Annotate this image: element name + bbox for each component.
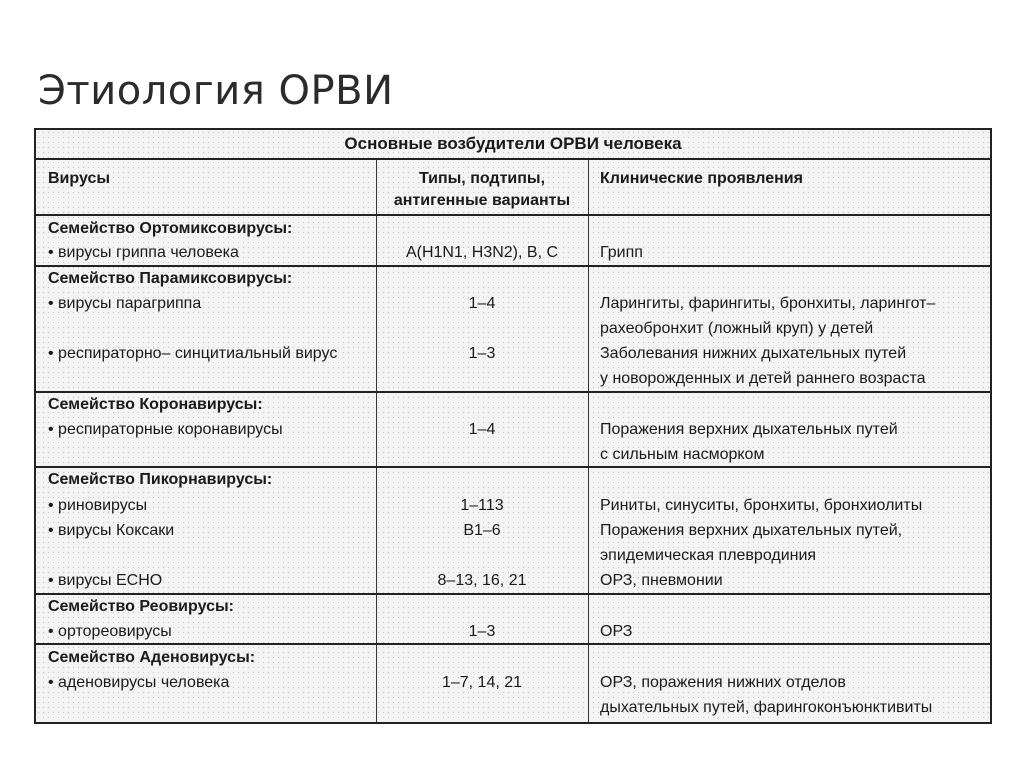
- family-picorna: Семейство Пикорнавирусы:: [48, 471, 273, 488]
- virus-name: • респираторные коронавирусы: [48, 421, 283, 438]
- clinical-text: дыхательных путей, фарингоконъюнктивиты: [600, 699, 933, 716]
- slide-title: Этиология ОРВИ: [38, 68, 394, 114]
- virus-name: • респираторно– синцитиальный вирус: [48, 345, 338, 362]
- virus-types: 8–13, 16, 21: [437, 572, 527, 589]
- virus-types: 1–3: [468, 623, 496, 640]
- virus-types: В1–6: [463, 522, 501, 539]
- clinical-text: эпидемическая плевродиния: [600, 547, 817, 564]
- virus-name: • вирусы Коксаки: [48, 522, 175, 539]
- table-caption: Основные возбудители ОРВИ человека: [36, 130, 990, 160]
- clinical-text: ОРЗ: [600, 623, 633, 640]
- clinical-text: Поражения верхних дыхательных путей,: [600, 522, 903, 539]
- virus-types: 1–3: [468, 345, 496, 362]
- virus-types: 1–4: [468, 421, 496, 438]
- family-corona: Семейство Коронавирусы:: [48, 396, 263, 413]
- clinical-text: Ларингиты, фарингиты, бронхиты, ларингот–: [600, 295, 936, 312]
- clinical-text: рахеобронхит (ложный круп) у детей: [600, 320, 874, 337]
- virus-name: • аденовирусы человека: [48, 674, 230, 691]
- virus-types: 1–4: [468, 295, 496, 312]
- virus-types: А(H1N1, H3N2), B, C: [405, 244, 559, 261]
- header-types-line1: Типы, подтипы,: [418, 170, 546, 187]
- virus-name: • ортореовирусы: [48, 623, 172, 640]
- clinical-text: Заболевания нижних дыхательных путей: [600, 345, 907, 362]
- virus-types: 1–7, 14, 21: [441, 674, 523, 691]
- virus-name: • риновирусы: [48, 497, 148, 514]
- virus-name: • вирусы парагриппа: [48, 295, 202, 312]
- virus-types: 1–113: [460, 497, 504, 514]
- header-types-line2: антигенные варианты: [393, 192, 571, 209]
- clinical-text: Грипп: [600, 244, 643, 261]
- header-viruses: Вирусы: [48, 170, 111, 187]
- virus-name: • вирусы гриппа человека: [48, 244, 239, 261]
- family-adeno: Семейство Аденовирусы:: [48, 649, 256, 666]
- family-orthomyxo: Семейство Ортомиксовирусы:: [48, 220, 293, 237]
- clinical-text: Риниты, синуситы, бронхиты, бронхиолиты: [600, 497, 923, 514]
- family-reo: Семейство Реовирусы:: [48, 598, 234, 615]
- clinical-text: с сильным насморком: [600, 446, 765, 463]
- clinical-text: Поражения верхних дыхательных путей: [600, 421, 898, 438]
- clinical-text: ОРЗ, поражения нижних отделов: [600, 674, 846, 691]
- clinical-text: ОРЗ, пневмонии: [600, 572, 723, 589]
- column-divider: [588, 160, 589, 722]
- virus-name: • вирусы ЕСНО: [48, 572, 163, 589]
- header-clinical: Клинические проявления: [600, 170, 803, 187]
- pathogens-table: [34, 128, 992, 724]
- clinical-text: у новорожденных и детей раннего возраста: [600, 370, 926, 387]
- family-paramyxo: Семейство Парамиксовирусы:: [48, 270, 293, 287]
